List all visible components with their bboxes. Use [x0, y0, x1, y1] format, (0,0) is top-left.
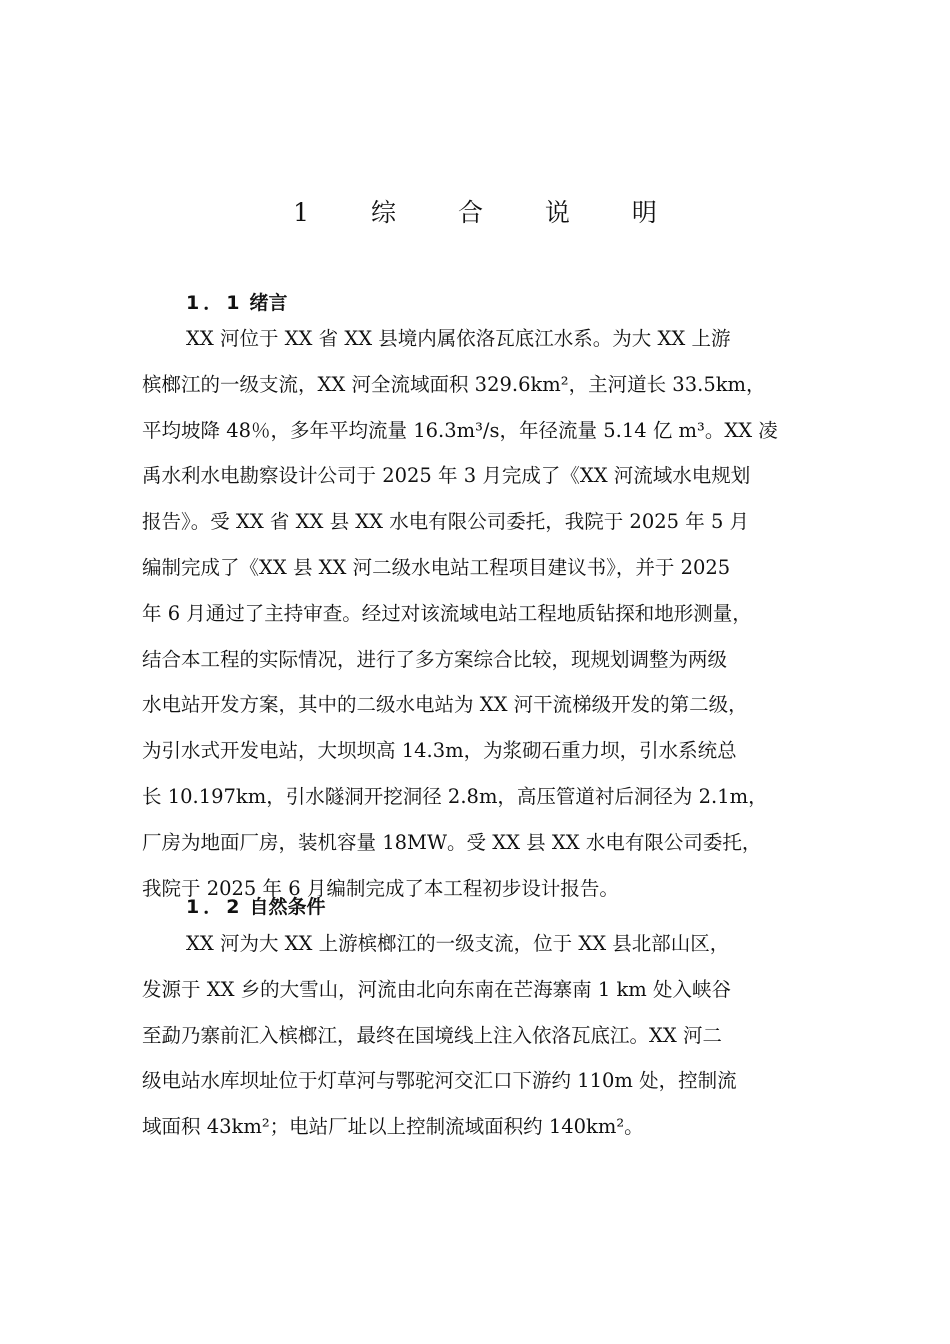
paragraph-line: 禹水利水电勘察设计公司于 2025 年 3 月完成了《XX 河流域水电规划 — [142, 464, 751, 488]
chapter-title: 1 综 合 说 明 — [293, 198, 684, 227]
paragraph-line: 厂房为地面厂房，装机容量 18MW。受 XX 县 XX 水电有限公司委托， — [142, 830, 762, 854]
paragraph-line: 至勐乃寨前汇入槟榔江，最终在国境线上注入依洛瓦底江。XX 河二 — [142, 1023, 722, 1047]
section-number: 1．1 — [186, 292, 244, 314]
paragraph-line: XX 河为大 XX 上游槟榔江的一级支流，位于 XX 县北部山区， — [186, 932, 730, 955]
paragraph-line: 我院于 2025 年 6 月编制完成了本工程初步设计报告。 — [142, 876, 619, 900]
paragraph-line: 结合本工程的实际情况，进行了多方案综合比较，现规划调整为两级 — [142, 647, 728, 671]
paragraph-line: XX 河位于 XX 省 XX 县境内属依洛瓦底江水系。为大 XX 上游 — [186, 327, 731, 350]
paragraph-line: 发源于 XX 乡的大雪山，河流由北向东南在芒海寨南 1 km 处入峡谷 — [142, 977, 731, 1001]
section-heading-1-1 — [186, 288, 287, 315]
paragraph-line: 级电站水库坝址位于灯草河与鄂驼河交汇口下游约 110m 处，控制流 — [142, 1069, 737, 1093]
section-title: 绪言 — [249, 292, 288, 314]
section-title: 自然条件 — [249, 896, 326, 918]
paragraph-line: 编制完成了《XX 县 XX 河二级水电站工程项目建议书》，并于 2025 — [142, 555, 731, 579]
paragraph-line: 报告》。受 XX 省 XX 县 XX 水电有限公司委托，我院于 2025 年 5 月 — [142, 510, 750, 534]
paragraph-line: 槟榔江的一级支流，XX 河全流域面积 329.6km²，主河道长 33.5km， — [142, 372, 766, 396]
paragraph-line: 年 6 月通过了主持审查。经过对该流域电站工程地质钻探和地形测量， — [142, 601, 752, 625]
paragraph-line: 域面积 43km²；电站厂址以上控制流域面积约 140km²。 — [142, 1115, 644, 1139]
paragraph-line: 长 10.197km，引水隧洞开挖洞径 2.8m，高压管道衬后洞径为 2.1m， — [142, 784, 768, 808]
section-body-1-2 — [142, 921, 832, 1150]
paragraph-line: 平均坡降 48％，多年平均流量 16.3m³/s，年径流量 5.14 亿 m³。XX 凌 — [142, 418, 778, 442]
section-heading-1-2 — [186, 892, 325, 919]
section-number: 1．2 — [186, 896, 244, 918]
paragraph-line: 水电站开发方案，其中的二级水电站为 XX 河干流梯级开发的第二级， — [142, 693, 748, 717]
section-body-1-1 — [142, 316, 832, 911]
paragraph-line: 为引水式开发电站，大坝坝高 14.3m，为浆砌石重力坝，引水系统总 — [142, 739, 737, 763]
